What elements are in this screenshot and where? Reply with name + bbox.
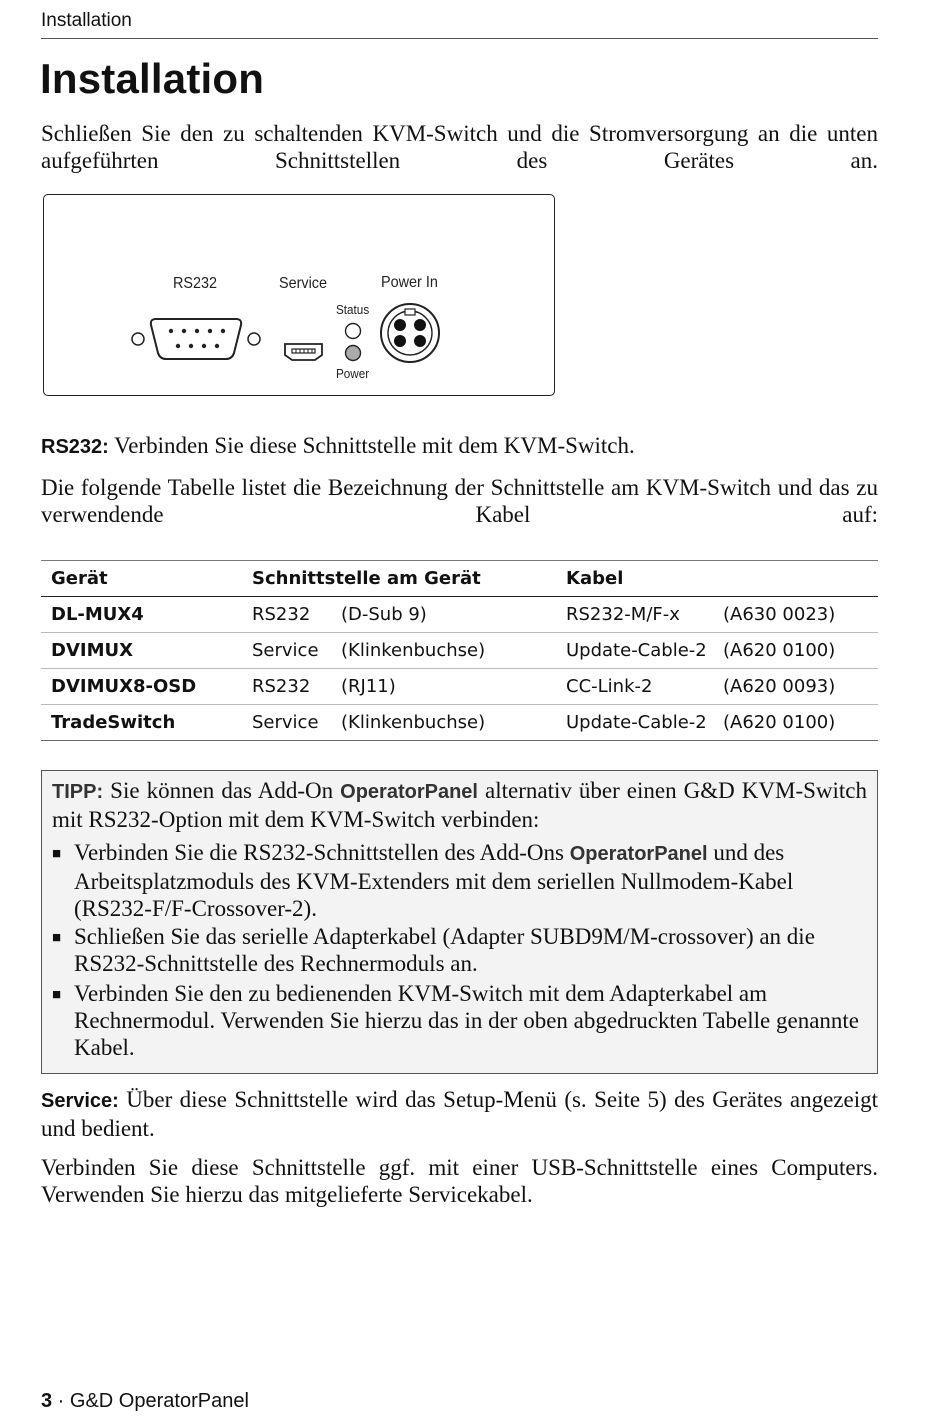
page-title: Installation: [40, 55, 265, 102]
page-number: 3: [41, 1390, 53, 1412]
bullet-square-icon: ■: [52, 930, 62, 946]
table-cell-port-type: (Klinkenbuchse): [341, 712, 486, 733]
bullet-text: Verbinden Sie den zu bedienenden KVM-Switch mit dem Adapterkabel am Rechnermodul. Verwenden Sie hierzu das in der oben abgedruckten Tabelle genannte Kabel.: [74, 981, 860, 1060]
table-row: [41, 633, 878, 669]
table-cell-port: RS232: [252, 676, 311, 697]
power-led-label: Power: [336, 366, 370, 381]
table-cell-cable: Update-Cable-2: [566, 712, 707, 733]
power-in-label: Power In: [381, 274, 438, 291]
table-header-cable: Kabel: [566, 568, 624, 589]
mini-usb-port-icon: [285, 344, 322, 360]
table-cell-part-number: (A630 0023): [723, 604, 836, 625]
bullet-text: [74, 839, 869, 922]
table-cell-cable: CC-Link-2: [566, 676, 653, 697]
page-footer: [41, 1390, 249, 1413]
table-cell-port-type: (RJ11): [341, 676, 396, 697]
table-cell-port-type: (D-Sub 9): [341, 604, 427, 625]
table-row: [41, 669, 878, 705]
table-cell-device: DVIMUX: [51, 640, 133, 661]
rs232-description: Verbinden Sie diese Schnittstelle mit dem KVM-Switch.: [108, 433, 635, 458]
service-port-label: Service: [279, 275, 328, 292]
table-cell-device: DL-MUX4: [51, 604, 144, 625]
intro-paragraph: [41, 120, 878, 174]
table-cell-cable: RS232-M/F-x: [566, 604, 680, 625]
bullet-text-after: und des Arbeitsplatzmoduls des KVM-Extenders mit dem seriellen Nullmodem-Kabel (RS232-F/F-Crossover-2).: [74, 840, 794, 921]
running-header: Installation: [41, 10, 132, 31]
table-cell-device: DVIMUX8-OSD: [51, 676, 197, 697]
table-cell-part-number: (A620 0100): [723, 712, 836, 733]
status-led-icon: [346, 324, 361, 339]
table-header-device: Gerät: [51, 568, 108, 589]
table-cell-port: Service: [252, 640, 319, 661]
rs232-paragraph: [41, 432, 878, 461]
table-row: [41, 705, 878, 741]
bullet-text: Schließen Sie das serielle Adapterkabel (Adapter SUBD9M/M-crossover) an die RS232-Schnittstelle des Rechnermoduls an.: [74, 924, 815, 976]
service-cable-paragraph: [41, 1154, 878, 1208]
bullet-square-icon: ■: [52, 987, 62, 1003]
table-cell-port: RS232: [252, 604, 311, 625]
table-cell-port-type: (Klinkenbuchse): [341, 640, 486, 661]
tip-label: TIPP:: [52, 781, 104, 803]
table-header-row: [41, 561, 878, 597]
rs232-port-label: RS232: [173, 275, 218, 292]
port-cable-table: [41, 560, 878, 741]
table-header-port: Schnittstelle am Gerät: [252, 568, 481, 589]
table-cell-device: TradeSwitch: [51, 712, 176, 733]
rs232-term: RS232:: [41, 436, 109, 458]
table-intro-paragraph: [41, 474, 878, 528]
device-panel-diagram: [43, 194, 555, 396]
tip-text-after: alternativ über einen G&D KVM-Switch mit RS232-Option mit dem KVM-Switch verbinden:: [52, 778, 867, 832]
intro-text: Schließen Sie den zu schaltenden KVM-Switch und die Stromversorgung an die unten aufgeführten Schnittstellen des Gerätes an.: [41, 121, 878, 173]
bullet-product-name: OperatorPanel: [569, 843, 708, 865]
table-row: [41, 597, 878, 633]
table-cell-part-number: (A620 0093): [723, 676, 836, 697]
service-description: Über diese Schnittstelle wird das Setup-Menü (s. Seite 5) des Gerätes angezeigt und bedient.: [41, 1087, 878, 1141]
table-intro-text: Die folgende Tabelle listet die Bezeichnung der Schnittstelle am KVM-Switch und das zu verwendende Kabel auf:: [41, 475, 878, 527]
footer-product-name: G&D OperatorPanel: [69, 1390, 249, 1412]
footer-separator: ·: [52, 1390, 70, 1412]
service-paragraph: [41, 1086, 878, 1142]
table-cell-port: Service: [252, 712, 319, 733]
table-cell-cable: Update-Cable-2: [566, 640, 707, 661]
header-divider: [41, 38, 878, 39]
dsub9-connector-icon: [132, 319, 260, 359]
power-led-icon: [346, 346, 361, 361]
table-cell-part-number: (A620 0100): [723, 640, 836, 661]
bullet-square-icon: ■: [52, 846, 62, 862]
tip-product-name: OperatorPanel: [340, 781, 478, 803]
tip-box: [41, 770, 878, 1074]
service-term: Service:: [41, 1090, 119, 1112]
bullet-text-before: Verbinden Sie die RS232-Schnittstellen des Add-Ons: [74, 840, 570, 865]
power-in-connector-icon: [381, 304, 439, 362]
device-panel-drawing: [44, 195, 556, 397]
tip-paragraph: [52, 777, 867, 833]
service-cable-text: Verbinden Sie diese Schnittstelle ggf. mit einer USB-Schnittstelle eines Computers. Verwenden Sie hierzu das mitgelieferte Servicekabel.: [41, 1155, 878, 1207]
status-led-label: Status: [336, 302, 370, 317]
tip-text-before: Sie können das Add-On: [103, 778, 341, 803]
